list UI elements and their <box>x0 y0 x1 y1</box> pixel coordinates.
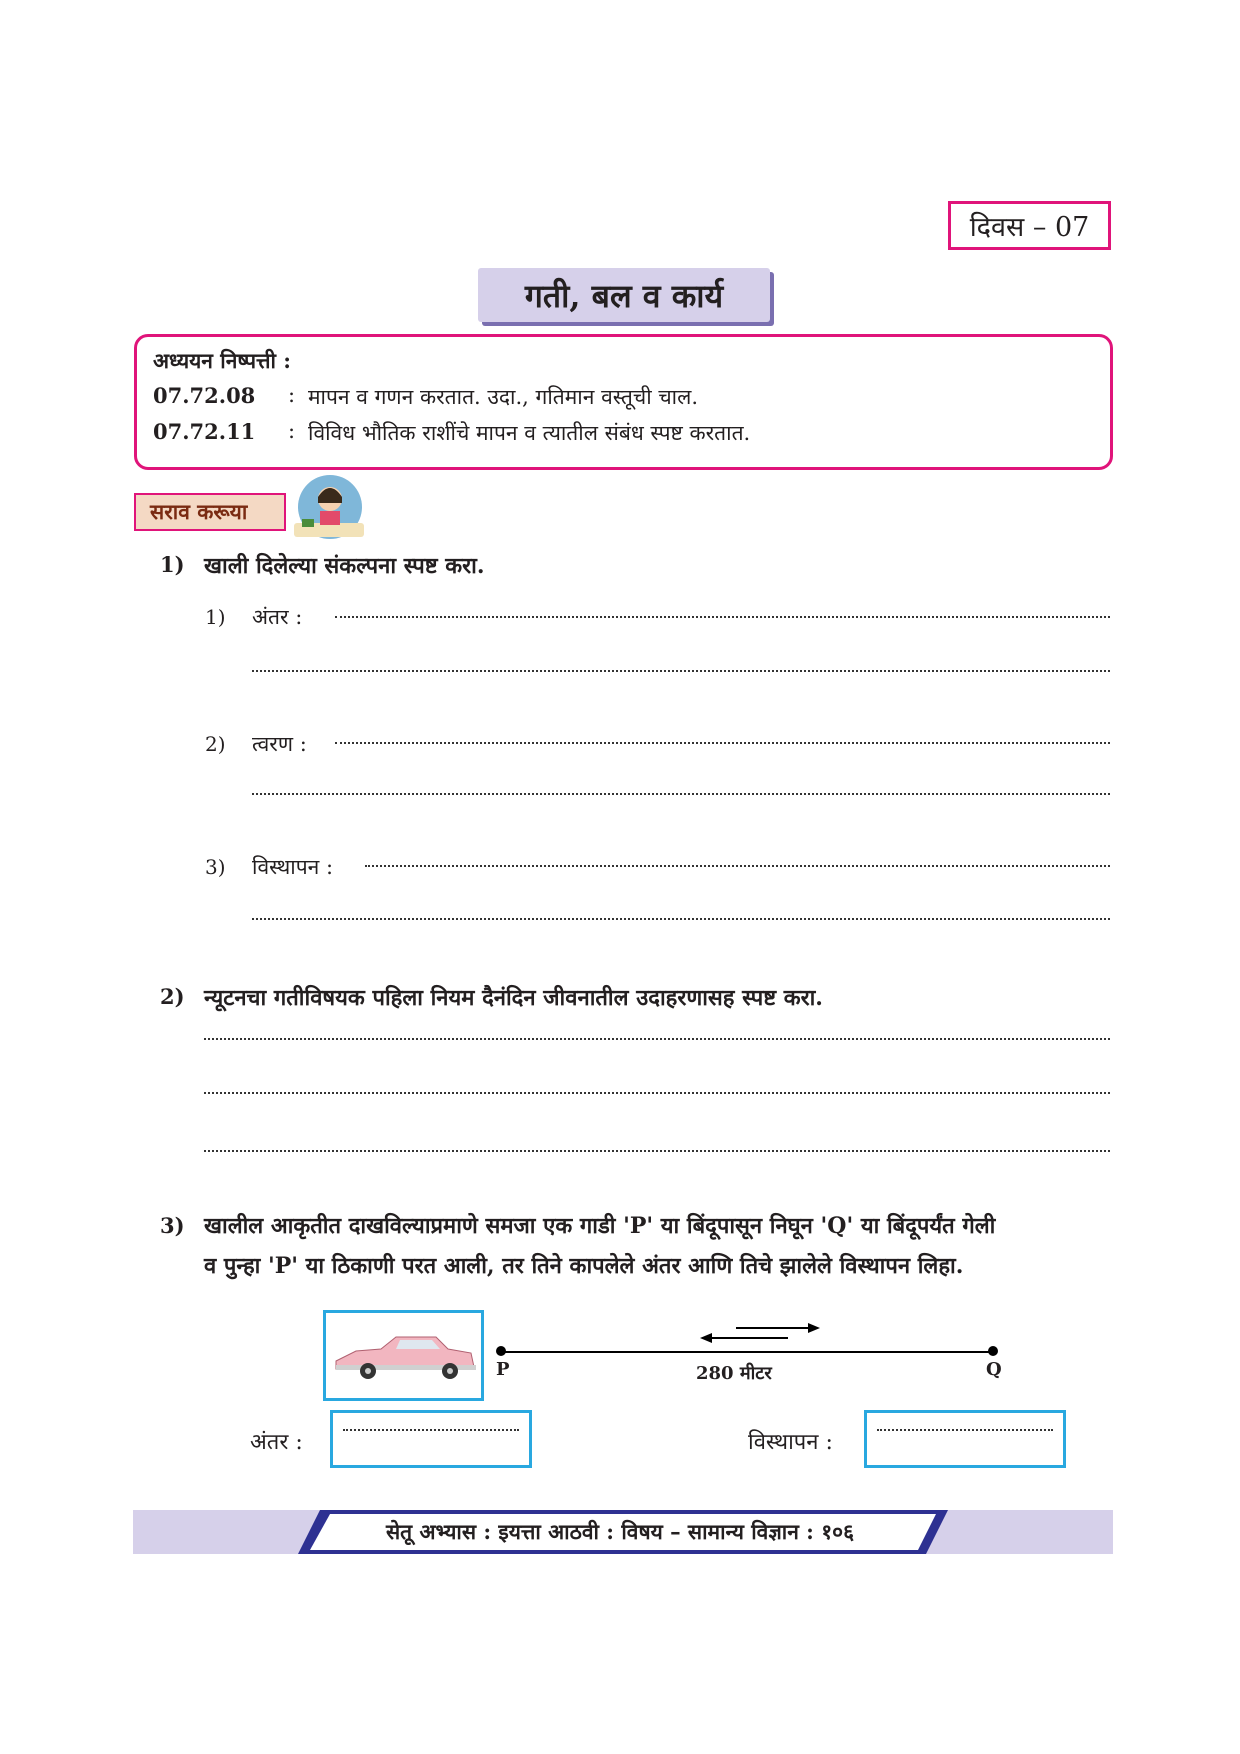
displacement-answer-box[interactable] <box>864 1410 1066 1468</box>
answer-line[interactable] <box>204 1092 1110 1094</box>
path-line <box>501 1351 993 1353</box>
answer-line[interactable] <box>204 1150 1110 1152</box>
outcomes-heading: अध्ययन निष्पत्ती : <box>153 348 292 373</box>
question-text: खाली दिलेल्या संकल्पना स्पष्ट करा. <box>204 553 485 579</box>
outcome-separator: : <box>288 383 296 407</box>
point-q-dot <box>988 1346 998 1356</box>
distance-label: 280 मीटर <box>696 1363 772 1384</box>
studying-child-icon <box>288 473 368 543</box>
outcome-code: 07.72.11 <box>153 419 256 444</box>
learning-outcomes-box <box>134 334 1113 470</box>
question-number: 2) <box>160 984 185 1009</box>
answer-line[interactable] <box>204 1038 1110 1040</box>
outcome-row <box>153 419 1094 447</box>
answer-line[interactable] <box>252 918 1110 920</box>
outcome-text: मापन व गणन करतात. उदा., गतिमान वस्तूची चाल. <box>308 385 699 409</box>
sub-question-number: 2) <box>205 732 226 756</box>
answer-line[interactable] <box>335 742 1110 744</box>
distance-answer-box[interactable] <box>330 1410 532 1468</box>
sub-question-label: विस्थापन : <box>252 855 334 879</box>
outcome-row <box>153 383 1094 411</box>
answer-line[interactable] <box>252 670 1110 672</box>
sub-question-label: अंतर : <box>252 605 303 629</box>
outcome-separator: : <box>288 419 296 443</box>
question-text-line-1: खालील आकृतीत दाखविल्याप्रमाणे समजा एक गाडी 'P' या बिंदूपासून निघून 'Q' या बिंदूपर्यंत गेली <box>204 1213 996 1239</box>
outcome-code: 07.72.08 <box>153 383 256 408</box>
distance-answer-label: अंतर : <box>250 1430 303 1455</box>
displacement-answer-label: विस्थापन : <box>748 1430 833 1455</box>
question-text-line-2: व पुन्हा 'P' या ठिकाणी परत आली, तर तिने कापलेले अंतर आणि तिचे झालेले विस्थापन लिहा. <box>204 1253 964 1279</box>
footer-text: सेतू अभ्यास : इयत्ता आठवी : विषय – सामान्य विज्ञान : १०६ <box>385 1519 855 1544</box>
point-q-label: Q <box>986 1359 1002 1380</box>
page-title: गती, बल व कार्य <box>478 268 770 322</box>
sub-question-number: 3) <box>205 855 226 879</box>
point-p-label: P <box>496 1359 510 1380</box>
car-icon <box>326 1313 481 1398</box>
answer-line[interactable] <box>335 616 1110 618</box>
answer-line[interactable] <box>877 1429 1053 1431</box>
question-number: 1) <box>160 552 185 577</box>
answer-line[interactable] <box>365 865 1110 867</box>
day-label: दिवस – 07 <box>948 201 1111 250</box>
answer-line[interactable] <box>252 793 1110 795</box>
point-p-dot <box>496 1346 506 1356</box>
answer-line[interactable] <box>343 1429 519 1431</box>
practice-section-tab: सराव करूया <box>134 493 286 531</box>
sub-question-label: त्वरण : <box>252 732 307 756</box>
two-way-arrow-icon <box>698 1322 822 1346</box>
sub-question-number: 1) <box>205 605 226 629</box>
question-number: 3) <box>160 1213 185 1238</box>
question-text: न्यूटनचा गतीविषयक पहिला नियम दैनंदिन जीवनातील उदाहरणासह स्पष्ट करा. <box>204 985 823 1011</box>
car-image-frame <box>323 1310 484 1401</box>
outcome-text: विविध भौतिक राशींचे मापन व त्यातील संबंध स्पष्ट करतात. <box>308 421 751 445</box>
